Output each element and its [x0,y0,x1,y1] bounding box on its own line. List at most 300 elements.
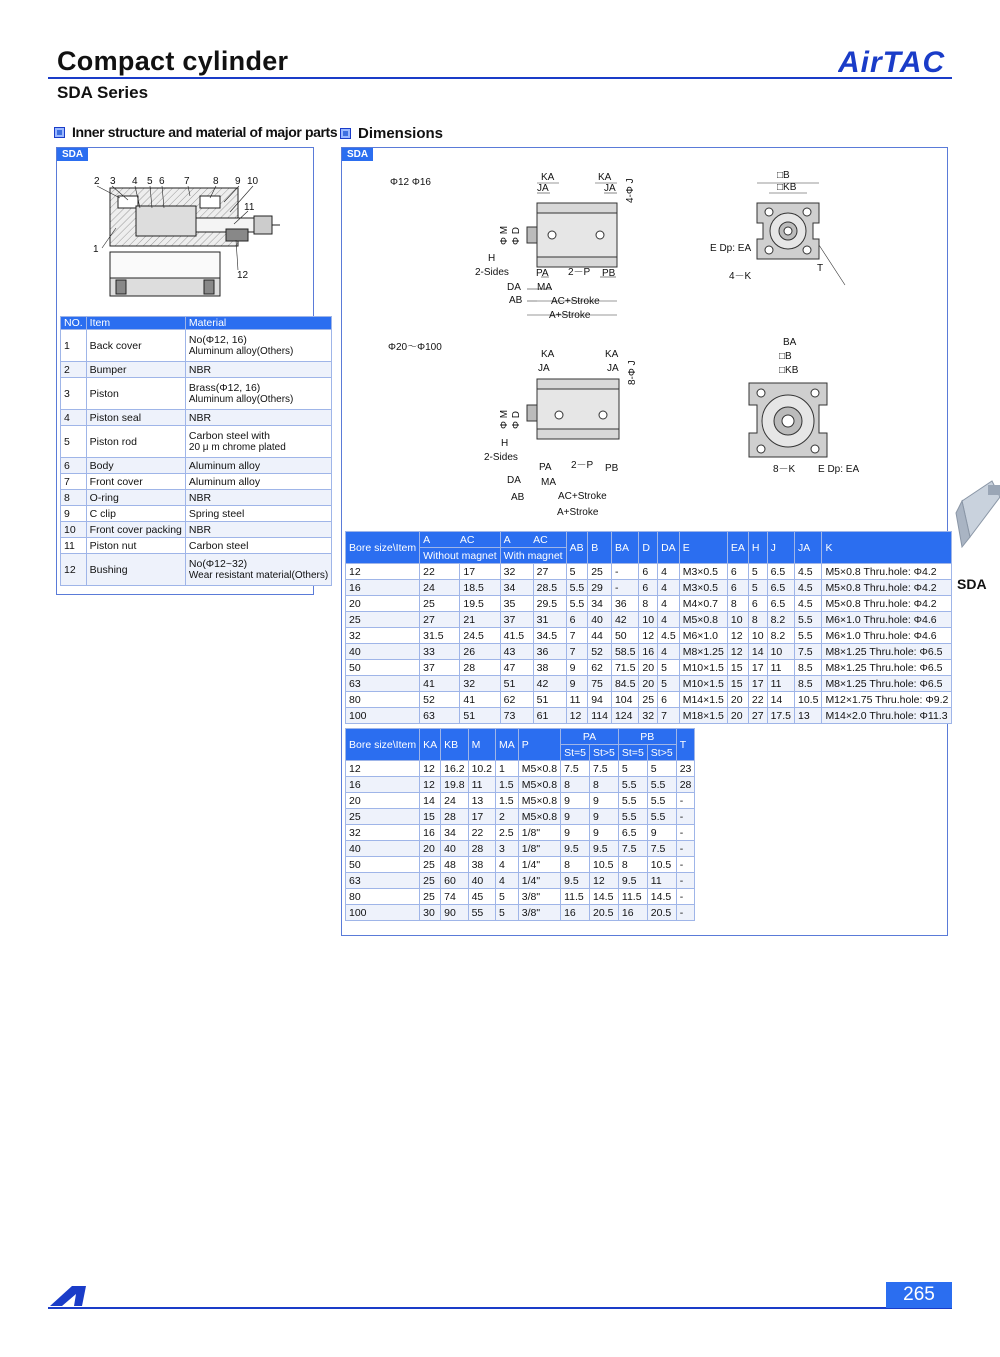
material-item: Bumper [86,362,185,378]
table-cell: 100 [346,905,420,921]
table-cell: 5.5 [647,793,676,809]
material-no: 5 [61,426,87,458]
table-cell: 17 [748,676,767,692]
table-cell: - [611,564,638,580]
material-no: 1 [61,330,87,362]
label-kb: □KB [779,365,799,376]
col-header: MA [496,729,519,761]
label-da: DA [507,282,521,293]
table-cell: 50 [346,857,420,873]
col-header: DA [658,532,680,564]
table-cell: 11 [767,660,794,676]
label-ka: KA [605,349,619,360]
table-cell: 12 [727,628,748,644]
table-cell: 6 [727,564,748,580]
table-cell: 25 [420,857,441,873]
table-cell: 17 [468,809,495,825]
table-row [346,708,952,724]
material-no: 8 [61,490,87,506]
table-cell: 12 [420,777,441,793]
table-cell: 30 [420,905,441,921]
table-cell: 44 [588,628,612,644]
material-line: Carbon steel with [188,429,271,442]
table-cell: 5.5 [795,612,822,628]
table-cell: 5 [647,761,676,777]
table-cell: 19.8 [441,777,468,793]
table-cell: M18×1.5 [679,708,727,724]
table-cell: M8×1.25 Thru.hole: Φ6.5 [822,660,952,676]
table-cell: 8.2 [767,612,794,628]
table-row [346,777,695,793]
label-b: □B [777,170,790,181]
table-cell: 7 [566,644,588,660]
table-cell: 42 [611,612,638,628]
table-cell: - [611,580,638,596]
table-row [346,905,695,921]
callout-3: 3 [110,176,116,187]
table-cell: 9 [589,809,618,825]
col-header-a: A [423,533,431,546]
table-cell: 12 [566,708,588,724]
col-header: KB [441,729,468,761]
callout-4: 4 [132,176,138,187]
table-cell: 18.5 [460,580,500,596]
table-row [346,644,952,660]
header-divider [48,77,952,79]
table-cell: 4.5 [795,564,822,580]
table-cell: 34 [588,596,612,612]
table-cell: 28 [441,809,468,825]
page-title: Compact cylinder [57,46,289,76]
table-cell: 114 [588,708,612,724]
table-cell: 8 [618,857,647,873]
table-cell: M5×0.8 Thru.hole: Φ4.2 [822,580,952,596]
table-row [346,564,952,580]
col-header: B [588,532,612,564]
table-cell: M6×1.0 Thru.hole: Φ4.6 [822,612,952,628]
table-cell: 27 [533,564,566,580]
material-row [61,554,332,586]
label-ka: KA [598,172,612,183]
table-cell: 10.2 [468,761,495,777]
table-cell: 25 [346,809,420,825]
table-cell: 17 [460,564,500,580]
table-row [346,857,695,873]
table-cell: 5 [618,761,647,777]
table-cell: 15 [727,660,748,676]
material-value [185,522,331,538]
table-cell: 7 [566,628,588,644]
small-bore-dimension-drawing [345,165,905,330]
material-no: 4 [61,410,87,426]
table-cell: 8 [639,596,658,612]
callout-9: 9 [235,176,241,187]
table-cell: M3×0.5 [679,564,727,580]
table-row [346,628,952,644]
table-cell: 40 [588,612,612,628]
material-line: Aluminum alloy [188,459,261,472]
table-cell: M12×1.75 Thru.hole: Φ9.2 [822,692,952,708]
table-cell: 3/8" [518,905,560,921]
callout-5: 5 [147,176,153,187]
col-header: M [468,729,495,761]
label-ba: BA [783,337,797,348]
table-cell: 8 [561,777,590,793]
table-cell: 32 [346,628,420,644]
material-line: Aluminum alloy(Others) [188,345,294,357]
material-row [61,506,332,522]
dimension-table-2 [345,728,695,921]
material-no: 11 [61,538,87,554]
label-kb: □KB [777,182,797,193]
airtac-logo [838,44,954,76]
table-cell: 5.5 [795,628,822,644]
table-cell: 42 [533,676,566,692]
material-item: Front cover packing [86,522,185,538]
label-ja: JA [537,183,549,194]
material-value [185,378,331,410]
material-item: Bushing [86,554,185,586]
table-cell: 10 [748,628,767,644]
label-8-j: 8-Φ J [627,360,638,385]
table-cell: 4.5 [658,628,680,644]
table-cell: 41 [420,676,460,692]
table-cell: 9 [561,809,590,825]
col-header [500,532,566,548]
table-cell: 1.5 [496,777,519,793]
col-header: PB [618,729,676,745]
table-cell: M5×0.8 Thru.hole: Φ4.2 [822,564,952,580]
material-row [61,458,332,474]
bullet-square-icon [54,127,65,138]
material-no: 2 [61,362,87,378]
table-cell: 38 [533,660,566,676]
table-cell: 51 [500,676,533,692]
header-row [346,729,695,745]
table-cell: 36 [533,644,566,660]
material-value [185,554,331,586]
table-cell: 25 [420,596,460,612]
col-subheader: St=5 [618,745,647,761]
callout-2: 2 [94,176,100,187]
material-item: Piston [86,378,185,410]
table-cell: 5 [496,889,519,905]
table-row [346,676,952,692]
material-item: Front cover [86,474,185,490]
col-header: J [767,532,794,564]
structure-heading [54,124,337,140]
table-cell: 71.5 [611,660,638,676]
material-line: 20 μ m chrome plated [188,441,286,453]
table-cell: 8.5 [795,660,822,676]
table-cell: 1.5 [496,793,519,809]
material-row [61,490,332,506]
table-cell: 32 [346,825,420,841]
label-pb: PB [602,268,616,279]
table-cell: 10 [767,644,794,660]
table-cell: 7.5 [589,761,618,777]
table-cell: 1/4" [518,857,560,873]
table-cell: 4.5 [795,596,822,612]
col-header-group [504,533,563,547]
label-ab: AB [509,295,523,306]
table-cell: 8 [748,612,767,628]
material-line: Spring steel [188,507,245,520]
material-row [61,538,332,554]
table-cell: M5×0.8 [518,761,560,777]
small-bore-label: Φ12 Φ16 [390,177,431,188]
table-cell: M5×0.8 Thru.hole: Φ4.2 [822,596,952,612]
table-row [346,793,695,809]
table-cell: 1/4" [518,873,560,889]
callout-10: 10 [247,176,259,187]
table-cell: 3 [496,841,519,857]
table-cell: 5.5 [618,809,647,825]
table-cell: - [676,905,695,921]
table-cell: - [676,809,695,825]
table-cell: 4 [658,580,680,596]
label-pa: PA [539,462,552,473]
table-cell: 13 [468,793,495,809]
table-cell: 55 [468,905,495,921]
table-cell: 6 [639,580,658,596]
table-cell: 11.5 [618,889,647,905]
table-cell: 20.5 [647,905,676,921]
material-value [185,474,331,490]
table-cell: 11.5 [561,889,590,905]
label-b: □B [779,351,792,362]
table-cell: 29 [588,580,612,596]
col-header: JA [795,532,822,564]
table-cell: 22 [468,825,495,841]
table-cell: 34 [441,825,468,841]
label-h: H [488,253,496,264]
table-cell: M4×0.7 [679,596,727,612]
table-cell: - [676,857,695,873]
panel-tag: SDA [57,148,88,161]
table-cell: 14 [420,793,441,809]
table-cell: 14.5 [647,889,676,905]
table-cell: 38 [468,857,495,873]
table-cell: 8 [727,596,748,612]
table-cell: 9 [589,825,618,841]
material-row [61,330,332,362]
material-no: 9 [61,506,87,522]
material-no: 3 [61,378,87,410]
table-cell: 16 [618,905,647,921]
material-line: Aluminum alloy(Others) [188,393,294,405]
material-line: Carbon steel [188,539,249,552]
table-cell: 24.5 [460,628,500,644]
table-cell: 124 [611,708,638,724]
table-cell: 32 [460,676,500,692]
table-cell: 4 [496,857,519,873]
table-cell: 34 [500,580,533,596]
table-row [346,825,695,841]
table-cell: 20.5 [589,905,618,921]
table-cell: 6.5 [767,564,794,580]
material-item: Piston rod [86,426,185,458]
table-cell: 40 [441,841,468,857]
label-ac-stroke: AC+Stroke [558,491,607,502]
table-cell: 51 [533,692,566,708]
table-cell: 9 [566,676,588,692]
table-cell: 4.5 [795,580,822,596]
col-header-ac: AC [533,533,548,546]
material-no: 6 [61,458,87,474]
table-cell: 20 [639,660,658,676]
table-row [346,612,952,628]
dimensions-heading-text: Dimensions [358,125,444,142]
table-cell: 11 [566,692,588,708]
table-cell: 12 [346,761,420,777]
table-cell: 40 [346,644,420,660]
table-cell: 37 [420,660,460,676]
svg-text:AirTAC: AirTAC [838,46,946,76]
col-item: Item [86,317,185,330]
material-line: Wear resistant material(Others) [188,569,329,581]
table-cell: 28 [460,660,500,676]
label-ac-stroke: AC+Stroke [551,296,600,307]
table-cell: 20 [346,596,420,612]
table-cell: 50 [611,628,638,644]
table-cell: 6.5 [767,580,794,596]
table-cell: 11 [767,676,794,692]
table-cell: M8×1.25 Thru.hole: Φ6.5 [822,644,952,660]
table-cell: 23 [676,761,695,777]
table-cell: 94 [588,692,612,708]
table-cell: 16 [420,825,441,841]
table-cell: M8×1.25 Thru.hole: Φ6.5 [822,676,952,692]
material-value [185,458,331,474]
table-cell: 5 [496,905,519,921]
table-cell: - [676,793,695,809]
material-value [185,538,331,554]
material-item: Back cover [86,330,185,362]
table-cell: 25 [346,612,420,628]
table-cell: 5 [748,564,767,580]
material-line: NBR [188,523,212,536]
table-cell: 32 [500,564,533,580]
table-cell: 6.5 [767,596,794,612]
table-cell: M5×0.8 [518,777,560,793]
material-item: C clip [86,506,185,522]
table-cell: 84.5 [611,676,638,692]
material-line: NBR [188,411,212,424]
table-cell: 25 [420,889,441,905]
label-4-j: 4-Φ J [625,178,636,203]
table-row [346,761,695,777]
callout-1: 1 [93,244,99,255]
table-cell: 31 [533,612,566,628]
table-cell: 4 [658,612,680,628]
table-cell: 16.2 [441,761,468,777]
material-value [185,410,331,426]
table-cell: 16 [561,905,590,921]
col-header: Bore size\Item [346,729,420,761]
table-cell: 5.5 [566,580,588,596]
col-material: Material [185,317,331,330]
label-ja: JA [538,363,550,374]
table-cell: 74 [441,889,468,905]
table-cell: 47 [500,660,533,676]
material-value [185,330,331,362]
col-subheader: St>5 [647,745,676,761]
table-cell: 15 [420,809,441,825]
col-subheader: St>5 [589,745,618,761]
page-number: 265 [886,1282,952,1308]
table-cell: 36 [611,596,638,612]
table-cell: 15 [727,676,748,692]
table-cell: 62 [588,660,612,676]
table-cell: 16 [346,777,420,793]
col-header: T [676,729,695,761]
material-row [61,410,332,426]
side-tab-label: SDA [957,576,987,592]
table-cell: 9.5 [561,841,590,857]
label-ka: KA [541,172,555,183]
table-cell: 26 [460,644,500,660]
material-row [61,474,332,490]
table-cell: 9 [561,793,590,809]
structure-heading-text: Inner structure and material of major parts [72,124,338,140]
table-cell: 28 [468,841,495,857]
table-cell: 50 [346,660,420,676]
table-cell: 61 [533,708,566,724]
label-da: DA [507,475,521,486]
table-cell: 63 [420,708,460,724]
table-row [346,692,952,708]
table-cell: 11 [647,873,676,889]
table-cell: 60 [441,873,468,889]
table-cell: 24 [441,793,468,809]
table-cell: 14 [748,644,767,660]
material-item: Piston seal [86,410,185,426]
table-cell: 75 [588,676,612,692]
table-cell: 25 [588,564,612,580]
table-cell: 10 [639,612,658,628]
table-cell: 5.5 [566,596,588,612]
callout-7: 7 [184,176,190,187]
table-cell: 11 [468,777,495,793]
label-a-stroke: A+Stroke [549,310,591,321]
label-d: Φ D [511,227,522,245]
table-cell: 104 [611,692,638,708]
table-cell: 5.5 [618,777,647,793]
table-cell: M10×1.5 [679,660,727,676]
table-cell: 22 [420,564,460,580]
col-subheader: With magnet [500,548,566,564]
material-value [185,506,331,522]
table-cell: 20 [639,676,658,692]
table-cell: 5.5 [647,809,676,825]
material-line: No(Φ12~32) [188,557,248,570]
table-cell: M5×0.8 [679,612,727,628]
table-cell: 48 [441,857,468,873]
label-8-k: 8－K [773,464,796,475]
large-bore-dimension-drawing [345,335,905,520]
table-cell: M5×0.8 [518,793,560,809]
label-2-sides: 2-Sides [475,267,509,278]
series-subtitle: SDA Series [57,83,149,102]
footer-divider [48,1307,952,1309]
table-cell: 12 [346,564,420,580]
table-cell: 6 [639,564,658,580]
table-cell: M14×2.0 Thru.hole: Φ11.3 [822,708,952,724]
table-cell: 7.5 [618,841,647,857]
dimensions-heading [340,125,443,142]
table-cell: 7.5 [795,644,822,660]
